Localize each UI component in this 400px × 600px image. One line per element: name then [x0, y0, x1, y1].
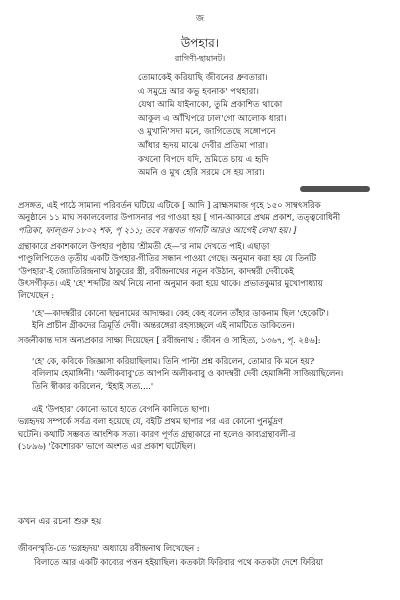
paragraph-3	[18, 334, 388, 346]
text-line: 'হে' কে, কবিকে জিজ্ঞাসা করিয়াছিলাম। তিনি পাল্টা প্রশ্ন করিলেন, তোমার কি মনে হয়?	[32, 356, 315, 366]
text-line: (১৮৯৬) 'কৈশোরক' ভাগে অংশত এর প্রকাশ ঘটেছিল।	[18, 440, 196, 451]
text-line: পত্রিকা, ফাল্গুন ১৮০২ শক, পৃ ২১১; তবে সম্ভবত গানটি আরও আগেই লেখা হয়। ]	[18, 224, 297, 235]
ink-smudge	[300, 186, 370, 192]
poem-line: তোমাকেই করিয়াছি জীবনের ধ্রুবতারা।	[138, 73, 268, 83]
text-line: প্রসঙ্গত, এই পাঠে সামান্য পরিবর্তন ঘটিয়ে এটিকে [ আদি ] ব্রাহ্মসমাজ গৃহে ১৫০ সাম্বৎসরিক	[18, 200, 321, 210]
text-line: অনুষ্ঠানে ১১ মাঘ সকালবেলার উপাসনার পর গাওয়া হয় [ গান-আকারে প্রথম প্রকাশ, তত্ত্ববোধিনী	[18, 212, 341, 223]
paragraph-1	[18, 199, 388, 236]
text-line: ইনি প্রাচীন গ্রীকদের ত্রিমূর্তি দেবী। অন্তরঙ্গেরা রহস্যচ্ছলে এই নামটিতে ডাকিতেন।	[32, 320, 295, 331]
text-line: গ্রন্থাকারে প্রকাশকালে উপহার পৃষ্ঠায় 'শ্রীমতী হে—'র নাম দেখতে পাই। এছাড়া	[18, 241, 270, 251]
text-line: 'উপহার'-ই জ্যোতিরিন্দ্রনাথ ঠাকুরের স্ত্রী, রবীন্দ্রনাথের নতুন বউঠান, কাদম্বরী দেবীকেই	[18, 265, 294, 276]
poem-block	[138, 72, 388, 181]
text-line: এই 'উপহার' কোনো ভাবে হাতে বেগনি কালিতে ছাপা।	[32, 404, 210, 414]
text-line: জীবনস্মৃতি-তে 'ভগ্নহৃদয়' অধ্যায়ে রবীন্দ্রনাথ লিখেছেন :	[18, 543, 200, 553]
quote-1	[32, 307, 388, 332]
text-line: তিনি স্বীকার করিলেন, 'ইহাই সত্য....'	[32, 380, 154, 391]
paragraph-5	[18, 541, 388, 569]
poem-line: ও মুখানি'সদা মনে, জাগিতেছে সঙ্গোপনে	[138, 127, 276, 138]
page-number: জ	[195, 14, 205, 24]
paragraph-2	[18, 240, 388, 301]
poem-line: এ সমুদ্রে আর কভু হবনাক' পথহারা।	[138, 86, 259, 97]
text-line: ঘটেনি। কথাটি সম্ভবত আংশিক সত্য। কারণ পূর্ণত গ্রন্থাকারে না হলেও কাব্যগ্রন্থাবলী-র	[18, 428, 296, 439]
paragraph-4	[18, 403, 388, 452]
section-title: উপহার।	[180, 36, 220, 50]
quote-2	[32, 355, 388, 392]
text-line: বলিলাম হেমাঙ্গিনী। 'অলীকবাবু'তে আপনি অলীকবাবু ও কাদম্বরী দেবী হেমাঙ্গিনী সাজিয়াছিলেন।	[32, 368, 344, 379]
text-line: 'হে'—কাদম্বরীর কোনো ছদ্মনামের আদ্যক্ষর। কেহ কেহ বলেন তাঁহার ডাকনাম ছিল 'হেকেটি'।	[32, 308, 329, 318]
poem-line: আকুল এ আঁখিপরে ঢাল'গো আলোক ধারা।	[138, 113, 287, 124]
text-line: বিলাতে আর একটি কাব্যের পত্তন হইয়াছিল। কতকটা ফিরিবার পথে কতকটা দেশে ফিরিয়া	[34, 557, 324, 567]
poem-line: আঁধার হৃদয় মাঝে দেবীর প্রতিমা পারা।	[138, 140, 269, 151]
poem-line: যেথা আমি যাইনাকো, তুমি প্রকাশিত থাকো	[138, 100, 283, 111]
text-line: লিখেছেন :	[18, 290, 55, 301]
text-line: ভগ্নহৃদয় সম্পর্কে সর্বত্র বলা হয়েছে যে, বইটি প্রথম ছাপার পর এর কোনো পুনর্মুদ্রণ	[18, 416, 283, 427]
subheading: কখন এর রচনা শুরু হয়	[18, 517, 102, 527]
raga-label: রাগিণী-ছায়ানট।	[174, 54, 226, 63]
poem-line: অমনি ও মুখ হেরি সরমে সে হয় সারা।	[138, 168, 265, 179]
text-line: পাণ্ডুলিপিতেও তৃতীয় একটি উপহার-গীতির সন্ধান পাওয়া গেছে। অনুমান করা হয় যে তিনটি	[18, 253, 316, 264]
text-line: সজনীকান্ত দাস অন্যপ্রকার সাক্ষ্য দিয়েছেন [ রবীন্দ্রনাথ : জীবন ও সাহিত্য, ১৩৬৭, পৃ. ২৪৬]:	[18, 335, 321, 345]
poem-line: কখনো বিপদে যদি, ভ্রমিতে চায় এ হৃদি	[138, 154, 269, 165]
text-line: উৎসর্গীকৃত। এই 'হে' শব্দটির অর্থ নিয়ে নানা অনুমান করা হয়ে থাকে। প্রভাতকুমার মুখোপাধ্যায়	[18, 277, 323, 288]
